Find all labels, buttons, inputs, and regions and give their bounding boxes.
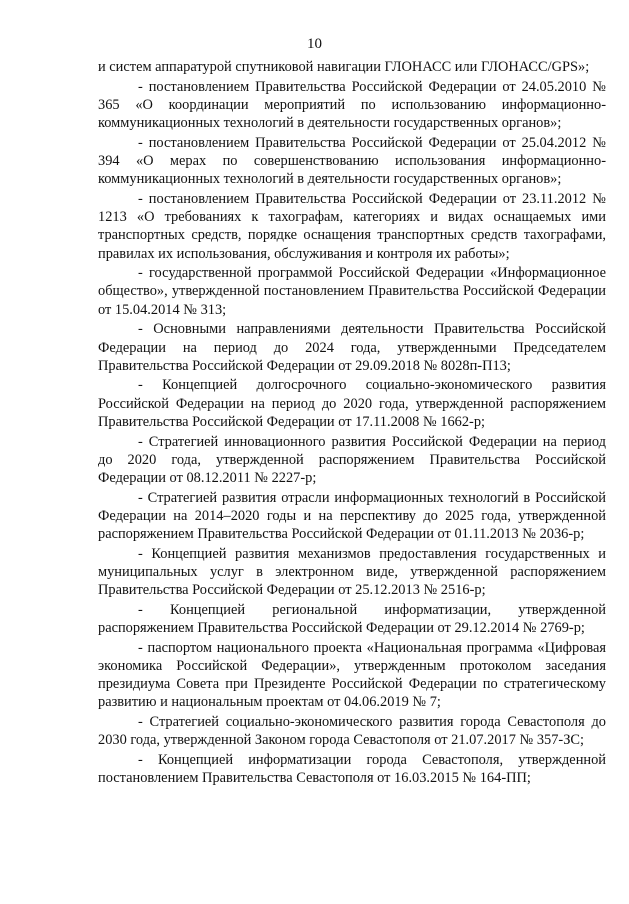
list-item: - Концепцией долгосрочного социально-экономического развития Российской Федерации на период до 2020 года, утвержденной распоряжением Правительства Российской Федерации от 17.11.2008 № 1662-р; [98, 377, 606, 430]
list-item: - Стратегией развития отрасли информационных технологий в Российской Федерации на 2014–2020 годы и на перспективу до 2025 года, утвержденной распоряжением Правительства Российской Федерации от 01.11.2013 № 2036-р; [98, 489, 606, 543]
list-item: - постановлением Правительства Российской Федерации от 23.11.2012 № 1213 «О требованиях к тахографам, категориях и видах оснащаемых ими транспортных средств, порядке оснащения транспортных средств тахографами, правилах их использования, обслуживания и контроля их работы»; [98, 190, 606, 262]
list-item: - Концепцией информатизации города Севастополя, утвержденной постановлением Правительства Севастополя от 16.03.2015 № 164-ПП; [98, 752, 606, 787]
list-item: - постановлением Правительства Российской Федерации от 24.05.2010 № 365 «О координации мероприятий по использованию информационно-коммуникационных технологий в деятельности государственных органов»; [98, 78, 606, 132]
list-item: - государственной программой Российской Федерации «Информационное общество», утвержденной постановлением Правительства Российской Федерации от 15.04.2014 № 313; [98, 265, 606, 318]
list-item: - паспортом национального проекта «Национальная программа «Цифровая экономика Российской Федерации», утвержденным протоколом заседания президиума Совета при Президенте Российской Федерации по стратегическому развитию и национальным проектам от 04.06.2019 № 7; [98, 639, 606, 711]
list-item: - постановлением Правительства Российской Федерации от 25.04.2012 № 394 «О мерах по совершенствованию использования информационно-коммуникационных технологий в деятельности государственных органов»; [98, 134, 606, 188]
list-item: - Стратегией инновационного развития Российской Федерации на период до 2020 года, утвержденной распоряжением Правительства Российской Федерации от 08.12.2011 № 2227-р; [98, 433, 606, 486]
list-item: - Концепцией региональной информатизации, утвержденной распоряжением Правительства Российской Федерации от 29.12.2014 № 2769-р; [98, 601, 606, 637]
document-body [98, 58, 606, 789]
list-item: - Основными направлениями деятельности Правительства Российской Федерации на период до 2024 года, утвержденными Председателем Правительства Российской Федерации от 29.09.2018 № 8028п-П13; [98, 321, 606, 374]
page-number: 10 [307, 36, 322, 52]
list-item: - Концепцией развития механизмов предоставления государственных и муниципальных услуг в электронном виде, утвержденной распоряжением Правительства Российской Федерации от 25.12.2013 № 2516-р; [98, 545, 606, 599]
list-item: - Стратегией социально-экономического развития города Севастополя до 2030 года, утвержденной Законом города Севастополя от 21.07.2017 № 357-ЗС; [98, 714, 606, 749]
paragraph-continuation: и систем аппаратурой спутниковой навигации ГЛОНАСС или ГЛОНАСС/GPS»; [98, 59, 590, 75]
